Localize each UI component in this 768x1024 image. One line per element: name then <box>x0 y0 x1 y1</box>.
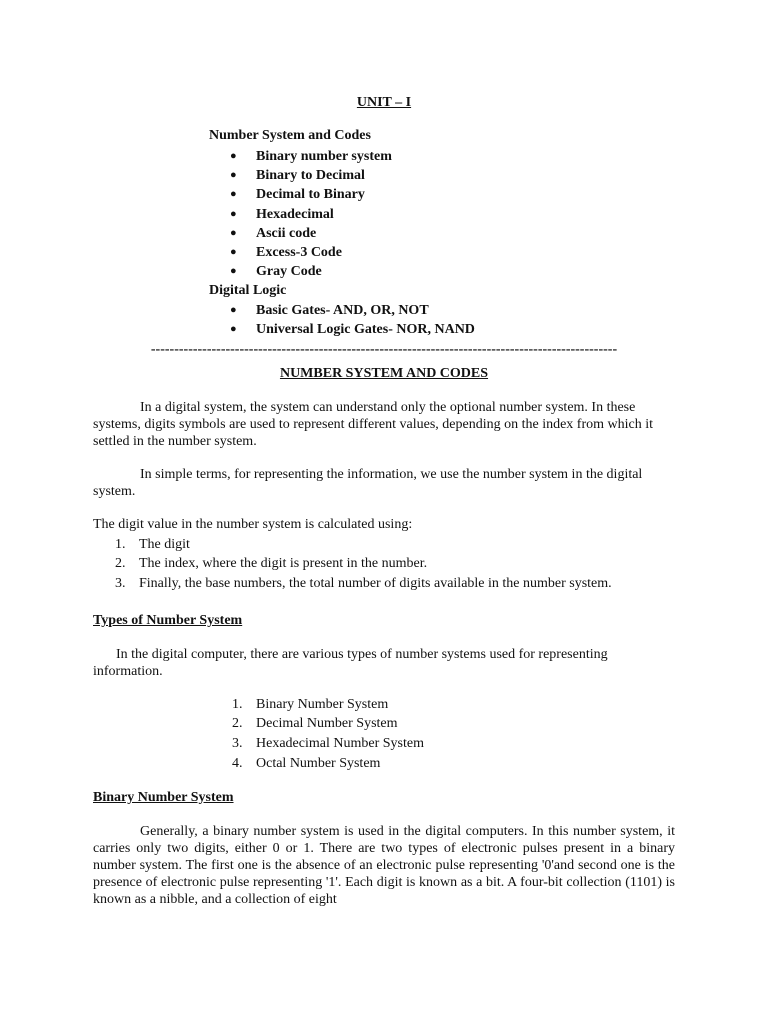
list-item: 2. Decimal Number System <box>232 716 398 731</box>
bullet-icon: ● <box>230 246 237 258</box>
divider-line: ---------------------------------------------------------------------------------------------------- <box>150 342 618 357</box>
bullet-icon: ● <box>230 304 237 316</box>
toc-item: ● Excess-3 Code <box>230 245 342 260</box>
toc-section1-title: Number System and Codes <box>209 128 371 143</box>
types-heading: Types of Number System <box>93 613 243 628</box>
toc-section2-title: Digital Logic <box>209 283 287 298</box>
toc-item: ● Decimal to Binary <box>230 187 365 202</box>
binary-paragraph: Generally, a binary number system is used in the digital computers. In this number system, it carries only two digits, either 0 or 1. There are two types of electronic pulses present in a binary number system. The first one is the absence of an electronic pulse representing '0'and second one is the presence of electronic pulse representing '1'. Each digit is known as a bit. A four-bit collection (1101) is known as a nibble, and a collection of eight <box>93 824 675 907</box>
binary-heading: Binary Number System <box>93 790 234 805</box>
section-title: NUMBER SYSTEM AND CODES <box>279 366 489 381</box>
bullet-icon: ● <box>230 323 237 335</box>
toc-item: ● Ascii code <box>230 226 317 241</box>
toc-item: ● Binary to Decimal <box>230 168 365 183</box>
list-item: 1. Binary Number System <box>232 697 389 712</box>
toc-item: ● Binary number system <box>230 149 392 164</box>
bullet-icon: ● <box>230 150 237 162</box>
toc-item: ● Hexadecimal <box>230 207 334 222</box>
bullet-icon: ● <box>230 208 237 220</box>
bullet-icon: ● <box>230 169 237 181</box>
types-paragraph: In the digital computer, there are various types of number systems used for representing information. <box>93 647 608 679</box>
bullet-icon: ● <box>230 188 237 200</box>
simple-terms-paragraph: In simple terms, for representing the information, we use the number system in the digital system. <box>93 467 643 499</box>
digit-value-intro: The digit value in the number system is calculated using: <box>93 517 413 532</box>
list-item: 3. Finally, the base numbers, the total number of digits available in the number system. <box>115 576 612 591</box>
list-item: 1. The digit <box>115 537 190 552</box>
toc-item: ● Universal Logic Gates- NOR, NAND <box>230 322 475 337</box>
bullet-icon: ● <box>230 265 237 277</box>
toc-item: ● Gray Code <box>230 264 322 279</box>
intro-paragraph: In a digital system, the system can understand only the optional number system. In these systems, digits symbols are used to represent different values, depending on the index from which it settled in the number system. <box>93 400 654 449</box>
toc-item: ● Basic Gates- AND, OR, NOT <box>230 303 429 318</box>
unit-title: UNIT – I <box>356 95 412 110</box>
list-item: 2. The index, where the digit is present in the number. <box>115 556 428 571</box>
bullet-icon: ● <box>230 227 237 239</box>
list-item: 4. Octal Number System <box>232 756 381 771</box>
list-item: 3. Hexadecimal Number System <box>232 736 424 751</box>
